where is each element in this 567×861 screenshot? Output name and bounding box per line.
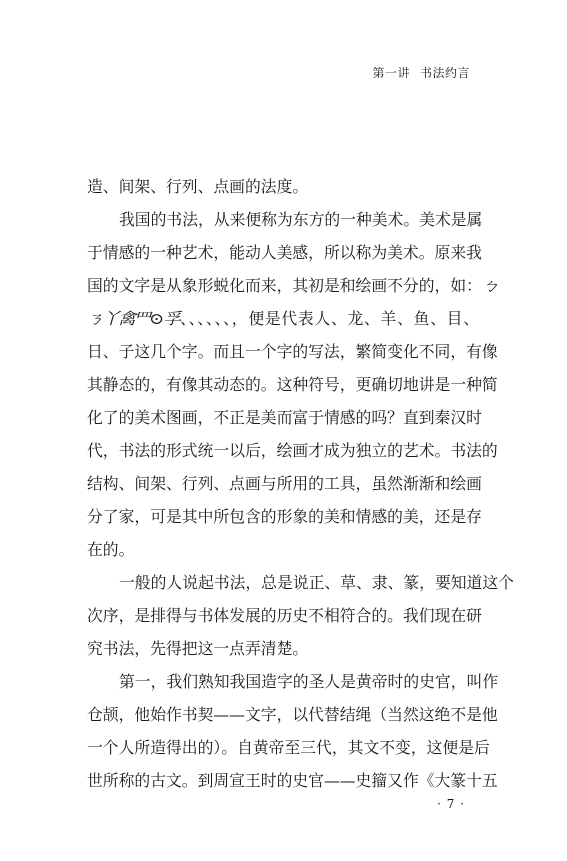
text-line: 化了的美术图画，不正是美而富于情感的吗？直到秦汉时: [87, 408, 482, 427]
paragraph-end-line: 在的。: [87, 540, 135, 559]
text-line: 造、间架、行列、点画的法度。: [87, 177, 309, 196]
text-run: 、、、、、、，便是代表人、龙、羊、鱼、目、: [179, 309, 479, 328]
text-line: 其静态的，有像其动态的。这种符号，更确切地讲是一种简: [87, 375, 498, 394]
pictograph-fish-icon: 禽: [117, 309, 136, 328]
text-line: 代，书法的形式统一以后，绘画才成为独立的艺术。书法的: [87, 441, 498, 460]
pictograph-eye-icon: 罒: [133, 309, 152, 328]
text-line: 结构、间架、行列、点画与所用的工具，虽然渐渐和绘画: [87, 474, 482, 493]
running-header: [372, 64, 470, 81]
text-line: 于情感的一种艺术，能动人美感，所以称为美术。原来我: [87, 243, 482, 262]
text-line: [87, 302, 479, 335]
paragraph-start-line: 我国的书法，从来便称为东方的一种美术。美术是属: [119, 210, 483, 229]
text-line: 世所称的古文。到周宣王时的史官——史籀又作《大篆十五: [87, 771, 498, 790]
pictograph-child-icon: 孚: [162, 309, 181, 328]
pictograph-person-icon: ㄅ: [480, 276, 499, 295]
text-line: 仓颉，他始作书契——文字，以代替结绳（当然这绝不是他: [87, 705, 498, 724]
text-run: 国的文字是从象形蜕化而来，其初是和绘画不分的，如：: [87, 276, 482, 295]
text-line: 分了家，可是其中所包含的形象的美和情感的美，还是存: [87, 507, 482, 526]
text-line: [87, 269, 499, 302]
paragraph-end-line: 究书法，先得把这一点弄清楚。: [87, 639, 309, 658]
chapter-number: 第一讲: [372, 66, 410, 80]
text-line: 一个人所造得出的）。自黄帝至三代，其文不变，这便是后: [87, 738, 490, 757]
chapter-title: 书法约言: [419, 66, 470, 80]
text-line: 次序，是排得与书体发展的历史不相符合的。我们现在研: [87, 606, 482, 625]
body-text: [85, 170, 514, 797]
paragraph-start-line: 第一，我们熟知我国造字的圣人是黄帝时的史官，叫作: [119, 672, 499, 691]
pictograph-sun-icon: ⊙: [149, 309, 165, 328]
text-line: 日、子这几个字。而且一个字的写法，繁简变化不同，有像: [87, 342, 498, 361]
page-number: · 7 ·: [437, 797, 465, 811]
paragraph-start-line: 一般的人说起书法，总是说正、草、隶、篆，要知道这个: [119, 573, 514, 592]
pictograph-dragon-icon: ㄋ: [85, 309, 104, 328]
pictograph-sheep-icon: 丫: [101, 309, 120, 328]
